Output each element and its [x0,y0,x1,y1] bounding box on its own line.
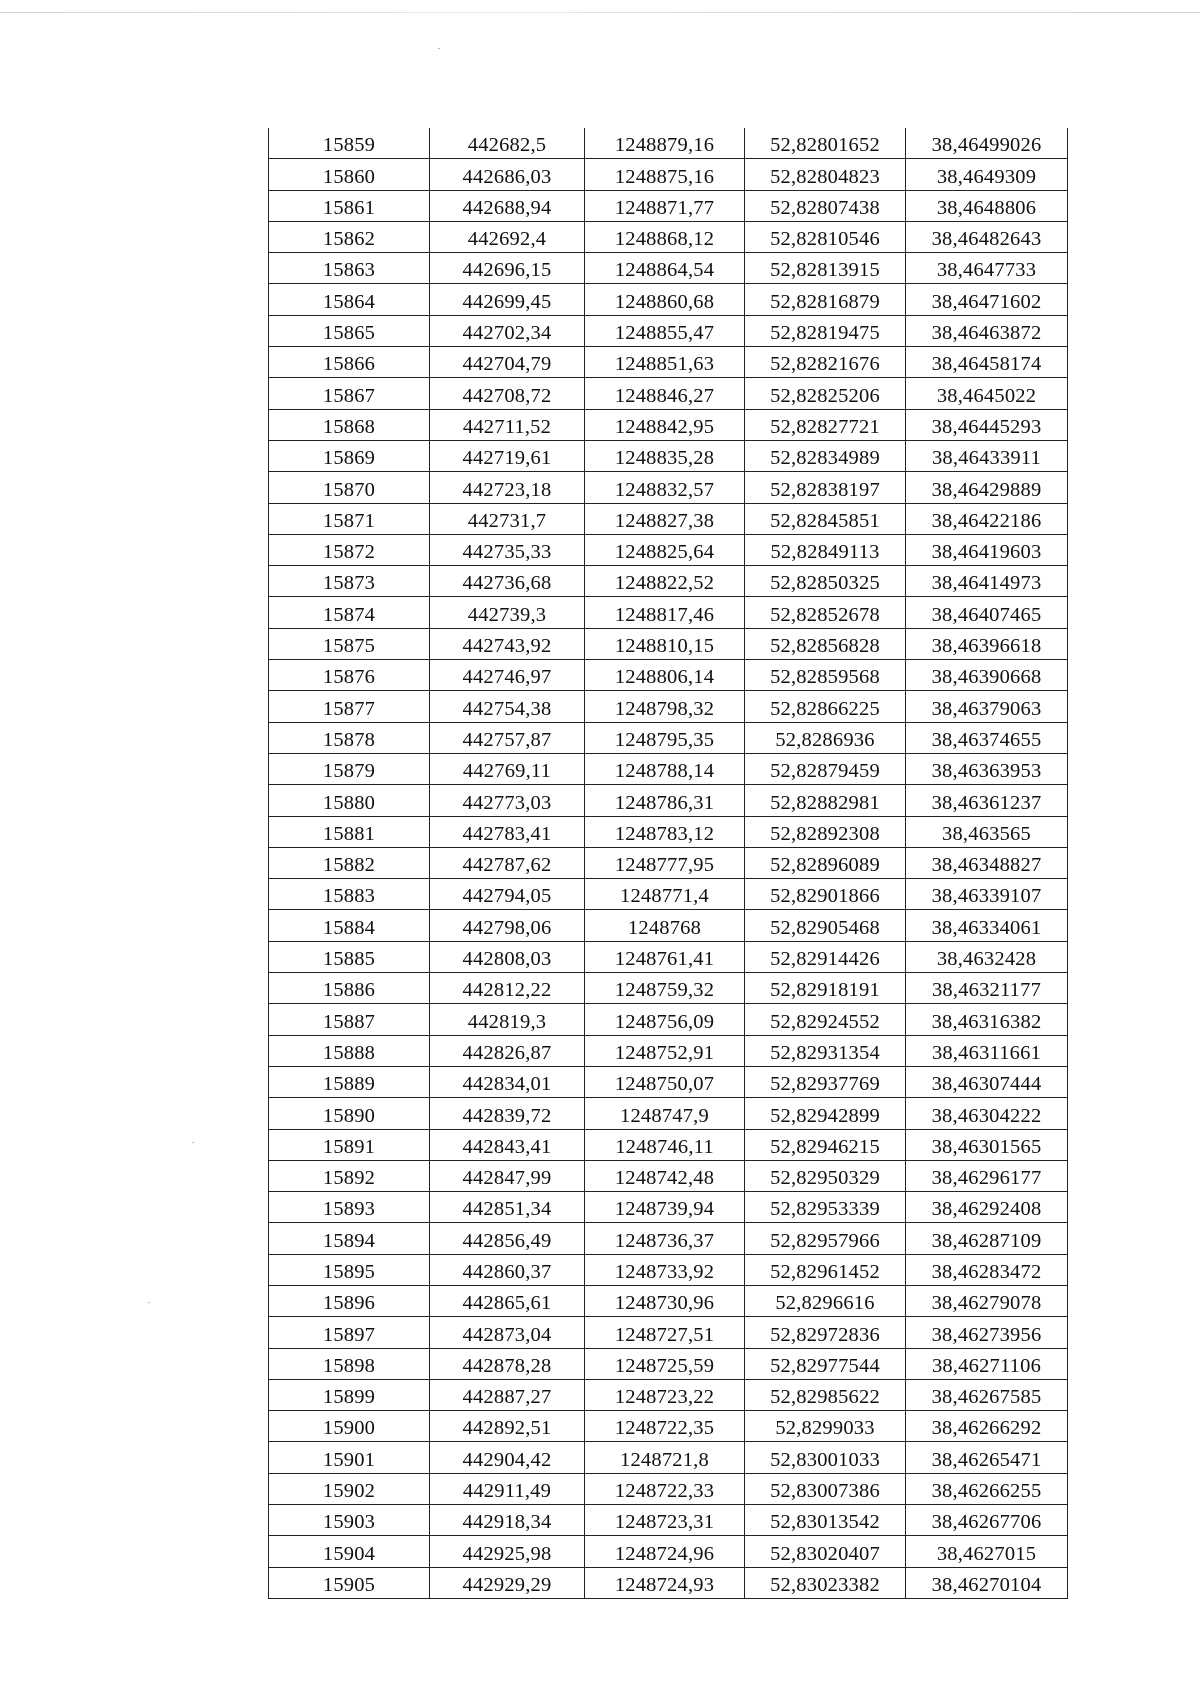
point-number-cell: 15861 [269,190,430,221]
y-coordinate-cell: 1248860,68 [585,284,745,315]
point-number-cell: 15866 [269,347,430,378]
x-coordinate-cell: 442704,79 [430,347,585,378]
table-row [269,597,1068,628]
latitude-cell: 52,82859568 [745,660,906,691]
longitude-cell: 38,46414973 [906,566,1068,597]
table-row [269,190,1068,221]
point-number-cell: 15902 [269,1473,430,1504]
point-number-cell: 15887 [269,1004,430,1035]
latitude-cell: 52,82856828 [745,628,906,659]
latitude-cell: 52,82819475 [745,315,906,346]
point-number-cell: 15871 [269,503,430,534]
latitude-cell: 52,82827721 [745,409,906,440]
longitude-cell: 38,463565 [906,816,1068,847]
scan-top-edge [0,12,1200,13]
x-coordinate-cell: 442929,29 [430,1567,585,1598]
point-number-cell: 15894 [269,1223,430,1254]
point-number-cell: 15868 [269,409,430,440]
x-coordinate-cell: 442702,34 [430,315,585,346]
y-coordinate-cell: 1248871,77 [585,190,745,221]
latitude-cell: 52,82914426 [745,941,906,972]
x-coordinate-cell: 442873,04 [430,1317,585,1348]
y-coordinate-cell: 1248730,96 [585,1285,745,1316]
x-coordinate-cell: 442878,28 [430,1348,585,1379]
longitude-cell: 38,46301565 [906,1129,1068,1160]
table-row [269,378,1068,409]
x-coordinate-cell: 442865,61 [430,1285,585,1316]
x-coordinate-cell: 442682,5 [430,128,585,159]
longitude-cell: 38,46482643 [906,221,1068,252]
point-number-cell: 15878 [269,722,430,753]
table-row [269,973,1068,1004]
x-coordinate-cell: 442746,97 [430,660,585,691]
table-row [269,1160,1068,1191]
y-coordinate-cell: 1248835,28 [585,440,745,471]
latitude-cell: 52,82813915 [745,253,906,284]
table-row [269,1536,1068,1567]
latitude-cell: 52,82946215 [745,1129,906,1160]
x-coordinate-cell: 442696,15 [430,253,585,284]
latitude-cell: 52,82901866 [745,879,906,910]
y-coordinate-cell: 1248759,32 [585,973,745,1004]
x-coordinate-cell: 442686,03 [430,159,585,190]
longitude-cell: 38,46283472 [906,1254,1068,1285]
table-row [269,1348,1068,1379]
point-number-cell: 15886 [269,973,430,1004]
x-coordinate-cell: 442711,52 [430,409,585,440]
x-coordinate-cell: 442736,68 [430,566,585,597]
table-row [269,409,1068,440]
x-coordinate-cell: 442773,03 [430,785,585,816]
latitude-cell: 52,82825206 [745,378,906,409]
x-coordinate-cell: 442743,92 [430,628,585,659]
y-coordinate-cell: 1248727,51 [585,1317,745,1348]
y-coordinate-cell: 1248733,92 [585,1254,745,1285]
point-number-cell: 15879 [269,753,430,784]
longitude-cell: 38,46279078 [906,1285,1068,1316]
latitude-cell: 52,82896089 [745,847,906,878]
longitude-cell: 38,46316382 [906,1004,1068,1035]
x-coordinate-cell: 442692,4 [430,221,585,252]
x-coordinate-cell: 442754,38 [430,691,585,722]
y-coordinate-cell: 1248768 [585,910,745,941]
latitude-cell: 52,82977544 [745,1348,906,1379]
y-coordinate-cell: 1248868,12 [585,221,745,252]
latitude-cell: 52,82905468 [745,910,906,941]
longitude-cell: 38,4645022 [906,378,1068,409]
x-coordinate-cell: 442719,61 [430,440,585,471]
x-coordinate-cell: 442860,37 [430,1254,585,1285]
x-coordinate-cell: 442819,3 [430,1004,585,1035]
y-coordinate-cell: 1248864,54 [585,253,745,284]
x-coordinate-cell: 442834,01 [430,1066,585,1097]
x-coordinate-cell: 442757,87 [430,722,585,753]
point-number-cell: 15892 [269,1160,430,1191]
latitude-cell: 52,82801652 [745,128,906,159]
table-row [269,472,1068,503]
latitude-cell: 52,8296616 [745,1285,906,1316]
x-coordinate-cell: 442812,22 [430,973,585,1004]
latitude-cell: 52,82810546 [745,221,906,252]
y-coordinate-cell: 1248777,95 [585,847,745,878]
point-number-cell: 15888 [269,1035,430,1066]
y-coordinate-cell: 1248724,93 [585,1567,745,1598]
table-row [269,1254,1068,1285]
longitude-cell: 38,46287109 [906,1223,1068,1254]
y-coordinate-cell: 1248750,07 [585,1066,745,1097]
latitude-cell: 52,83013542 [745,1505,906,1536]
longitude-cell: 38,46379063 [906,691,1068,722]
longitude-cell: 38,46471602 [906,284,1068,315]
latitude-cell: 52,82852678 [745,597,906,628]
longitude-cell: 38,46422186 [906,503,1068,534]
latitude-cell: 52,82849113 [745,534,906,565]
scan-speck [148,1302,150,1303]
y-coordinate-cell: 1248723,31 [585,1505,745,1536]
point-number-cell: 15898 [269,1348,430,1379]
x-coordinate-cell: 442739,3 [430,597,585,628]
y-coordinate-cell: 1248827,38 [585,503,745,534]
y-coordinate-cell: 1248855,47 [585,315,745,346]
latitude-cell: 52,82937769 [745,1066,906,1097]
point-number-cell: 15904 [269,1536,430,1567]
x-coordinate-cell: 442887,27 [430,1379,585,1410]
latitude-cell: 52,82950329 [745,1160,906,1191]
latitude-cell: 52,82882981 [745,785,906,816]
x-coordinate-cell: 442851,34 [430,1192,585,1223]
point-number-cell: 15891 [269,1129,430,1160]
coordinates-table [268,128,1068,1599]
y-coordinate-cell: 1248746,11 [585,1129,745,1160]
latitude-cell: 52,82942899 [745,1098,906,1129]
latitude-cell: 52,82985622 [745,1379,906,1410]
y-coordinate-cell: 1248842,95 [585,409,745,440]
table-row [269,785,1068,816]
point-number-cell: 15864 [269,284,430,315]
y-coordinate-cell: 1248761,41 [585,941,745,972]
point-number-cell: 15890 [269,1098,430,1129]
point-number-cell: 15900 [269,1411,430,1442]
longitude-cell: 38,46266255 [906,1473,1068,1504]
longitude-cell: 38,46321177 [906,973,1068,1004]
latitude-cell: 52,82879459 [745,753,906,784]
table-row [269,1473,1068,1504]
point-number-cell: 15876 [269,660,430,691]
y-coordinate-cell: 1248795,35 [585,722,745,753]
latitude-cell: 52,83001033 [745,1442,906,1473]
table-row [269,753,1068,784]
latitude-cell: 52,82816879 [745,284,906,315]
x-coordinate-cell: 442699,45 [430,284,585,315]
y-coordinate-cell: 1248756,09 [585,1004,745,1035]
coordinates-table-container [268,128,1062,1599]
point-number-cell: 15865 [269,315,430,346]
table-row [269,1192,1068,1223]
y-coordinate-cell: 1248851,63 [585,347,745,378]
table-row [269,628,1068,659]
longitude-cell: 38,46273956 [906,1317,1068,1348]
y-coordinate-cell: 1248875,16 [585,159,745,190]
y-coordinate-cell: 1248806,14 [585,660,745,691]
table-row [269,1223,1068,1254]
longitude-cell: 38,46419603 [906,534,1068,565]
table-row [269,159,1068,190]
x-coordinate-cell: 442798,06 [430,910,585,941]
longitude-cell: 38,46311661 [906,1035,1068,1066]
table-row [269,1066,1068,1097]
point-number-cell: 15862 [269,221,430,252]
table-row [269,1567,1068,1598]
longitude-cell: 38,46267706 [906,1505,1068,1536]
point-number-cell: 15881 [269,816,430,847]
longitude-cell: 38,46499026 [906,128,1068,159]
latitude-cell: 52,82850325 [745,566,906,597]
point-number-cell: 15897 [269,1317,430,1348]
latitude-cell: 52,82931354 [745,1035,906,1066]
longitude-cell: 38,46463872 [906,315,1068,346]
point-number-cell: 15903 [269,1505,430,1536]
table-row [269,1379,1068,1410]
y-coordinate-cell: 1248723,22 [585,1379,745,1410]
longitude-cell: 38,46307444 [906,1066,1068,1097]
y-coordinate-cell: 1248879,16 [585,128,745,159]
table-row [269,440,1068,471]
y-coordinate-cell: 1248742,48 [585,1160,745,1191]
latitude-cell: 52,82807438 [745,190,906,221]
x-coordinate-cell: 442826,87 [430,1035,585,1066]
point-number-cell: 15882 [269,847,430,878]
point-number-cell: 15893 [269,1192,430,1223]
y-coordinate-cell: 1248783,12 [585,816,745,847]
table-row [269,1411,1068,1442]
point-number-cell: 15883 [269,879,430,910]
scan-speck [438,48,440,49]
table-row [269,722,1068,753]
latitude-cell: 52,8299033 [745,1411,906,1442]
y-coordinate-cell: 1248846,27 [585,378,745,409]
point-number-cell: 15895 [269,1254,430,1285]
longitude-cell: 38,46433911 [906,440,1068,471]
point-number-cell: 15901 [269,1442,430,1473]
table-row [269,1442,1068,1473]
latitude-cell: 52,82972836 [745,1317,906,1348]
table-row [269,1505,1068,1536]
longitude-cell: 38,46445293 [906,409,1068,440]
latitude-cell: 52,82924552 [745,1004,906,1035]
table-row [269,534,1068,565]
table-row [269,1004,1068,1035]
y-coordinate-cell: 1248771,4 [585,879,745,910]
y-coordinate-cell: 1248736,37 [585,1223,745,1254]
latitude-cell: 52,83007386 [745,1473,906,1504]
table-row [269,221,1068,252]
x-coordinate-cell: 442794,05 [430,879,585,910]
longitude-cell: 38,4647733 [906,253,1068,284]
latitude-cell: 52,82961452 [745,1254,906,1285]
y-coordinate-cell: 1248786,31 [585,785,745,816]
latitude-cell: 52,82953339 [745,1192,906,1223]
coordinates-table-body [269,128,1068,1598]
x-coordinate-cell: 442839,72 [430,1098,585,1129]
x-coordinate-cell: 442892,51 [430,1411,585,1442]
point-number-cell: 15873 [269,566,430,597]
longitude-cell: 38,46390668 [906,660,1068,691]
y-coordinate-cell: 1248810,15 [585,628,745,659]
longitude-cell: 38,46271106 [906,1348,1068,1379]
x-coordinate-cell: 442723,18 [430,472,585,503]
latitude-cell: 52,83023382 [745,1567,906,1598]
longitude-cell: 38,46374655 [906,722,1068,753]
x-coordinate-cell: 442918,34 [430,1505,585,1536]
table-row [269,1129,1068,1160]
point-number-cell: 15860 [269,159,430,190]
latitude-cell: 52,82845851 [745,503,906,534]
table-row [269,128,1068,159]
y-coordinate-cell: 1248722,33 [585,1473,745,1504]
point-number-cell: 15885 [269,941,430,972]
x-coordinate-cell: 442731,7 [430,503,585,534]
table-row [269,1317,1068,1348]
x-coordinate-cell: 442787,62 [430,847,585,878]
table-row [269,347,1068,378]
x-coordinate-cell: 442708,72 [430,378,585,409]
point-number-cell: 15877 [269,691,430,722]
table-row [269,660,1068,691]
table-row [269,1035,1068,1066]
table-row [269,566,1068,597]
longitude-cell: 38,4648806 [906,190,1068,221]
longitude-cell: 38,46458174 [906,347,1068,378]
latitude-cell: 52,8286936 [745,722,906,753]
latitude-cell: 52,82918191 [745,973,906,1004]
longitude-cell: 38,46339107 [906,879,1068,910]
y-coordinate-cell: 1248725,59 [585,1348,745,1379]
table-row [269,284,1068,315]
longitude-cell: 38,46292408 [906,1192,1068,1223]
x-coordinate-cell: 442843,41 [430,1129,585,1160]
longitude-cell: 38,4649309 [906,159,1068,190]
point-number-cell: 15899 [269,1379,430,1410]
table-row [269,816,1068,847]
table-row [269,253,1068,284]
table-row [269,879,1068,910]
y-coordinate-cell: 1248752,91 [585,1035,745,1066]
point-number-cell: 15863 [269,253,430,284]
longitude-cell: 38,4627015 [906,1536,1068,1567]
point-number-cell: 15880 [269,785,430,816]
point-number-cell: 15874 [269,597,430,628]
point-number-cell: 15896 [269,1285,430,1316]
x-coordinate-cell: 442925,98 [430,1536,585,1567]
latitude-cell: 52,82804823 [745,159,906,190]
x-coordinate-cell: 442808,03 [430,941,585,972]
point-number-cell: 15905 [269,1567,430,1598]
x-coordinate-cell: 442904,42 [430,1442,585,1473]
table-row [269,503,1068,534]
point-number-cell: 15867 [269,378,430,409]
latitude-cell: 52,82821676 [745,347,906,378]
scan-speck [192,1142,194,1143]
y-coordinate-cell: 1248724,96 [585,1536,745,1567]
y-coordinate-cell: 1248822,52 [585,566,745,597]
x-coordinate-cell: 442783,41 [430,816,585,847]
table-row [269,847,1068,878]
longitude-cell: 38,46348827 [906,847,1068,878]
x-coordinate-cell: 442847,99 [430,1160,585,1191]
x-coordinate-cell: 442911,49 [430,1473,585,1504]
longitude-cell: 38,46396618 [906,628,1068,659]
table-row [269,1285,1068,1316]
y-coordinate-cell: 1248817,46 [585,597,745,628]
point-number-cell: 15884 [269,910,430,941]
point-number-cell: 15872 [269,534,430,565]
table-row [269,910,1068,941]
latitude-cell: 52,82838197 [745,472,906,503]
x-coordinate-cell: 442735,33 [430,534,585,565]
table-row [269,1098,1068,1129]
latitude-cell: 52,83020407 [745,1536,906,1567]
longitude-cell: 38,46267585 [906,1379,1068,1410]
y-coordinate-cell: 1248832,57 [585,472,745,503]
y-coordinate-cell: 1248798,32 [585,691,745,722]
longitude-cell: 38,46363953 [906,753,1068,784]
latitude-cell: 52,82866225 [745,691,906,722]
x-coordinate-cell: 442856,49 [430,1223,585,1254]
longitude-cell: 38,46361237 [906,785,1068,816]
latitude-cell: 52,82957966 [745,1223,906,1254]
point-number-cell: 15889 [269,1066,430,1097]
table-row [269,941,1068,972]
table-row [269,315,1068,346]
y-coordinate-cell: 1248825,64 [585,534,745,565]
y-coordinate-cell: 1248788,14 [585,753,745,784]
longitude-cell: 38,46304222 [906,1098,1068,1129]
latitude-cell: 52,82834989 [745,440,906,471]
y-coordinate-cell: 1248747,9 [585,1098,745,1129]
point-number-cell: 15859 [269,128,430,159]
longitude-cell: 38,46266292 [906,1411,1068,1442]
y-coordinate-cell: 1248739,94 [585,1192,745,1223]
point-number-cell: 15870 [269,472,430,503]
y-coordinate-cell: 1248721,8 [585,1442,745,1473]
longitude-cell: 38,46270104 [906,1567,1068,1598]
longitude-cell: 38,46407465 [906,597,1068,628]
x-coordinate-cell: 442769,11 [430,753,585,784]
latitude-cell: 52,82892308 [745,816,906,847]
y-coordinate-cell: 1248722,35 [585,1411,745,1442]
longitude-cell: 38,46265471 [906,1442,1068,1473]
table-row [269,691,1068,722]
x-coordinate-cell: 442688,94 [430,190,585,221]
longitude-cell: 38,46429889 [906,472,1068,503]
point-number-cell: 15869 [269,440,430,471]
longitude-cell: 38,46334061 [906,910,1068,941]
point-number-cell: 15875 [269,628,430,659]
longitude-cell: 38,46296177 [906,1160,1068,1191]
longitude-cell: 38,4632428 [906,941,1068,972]
